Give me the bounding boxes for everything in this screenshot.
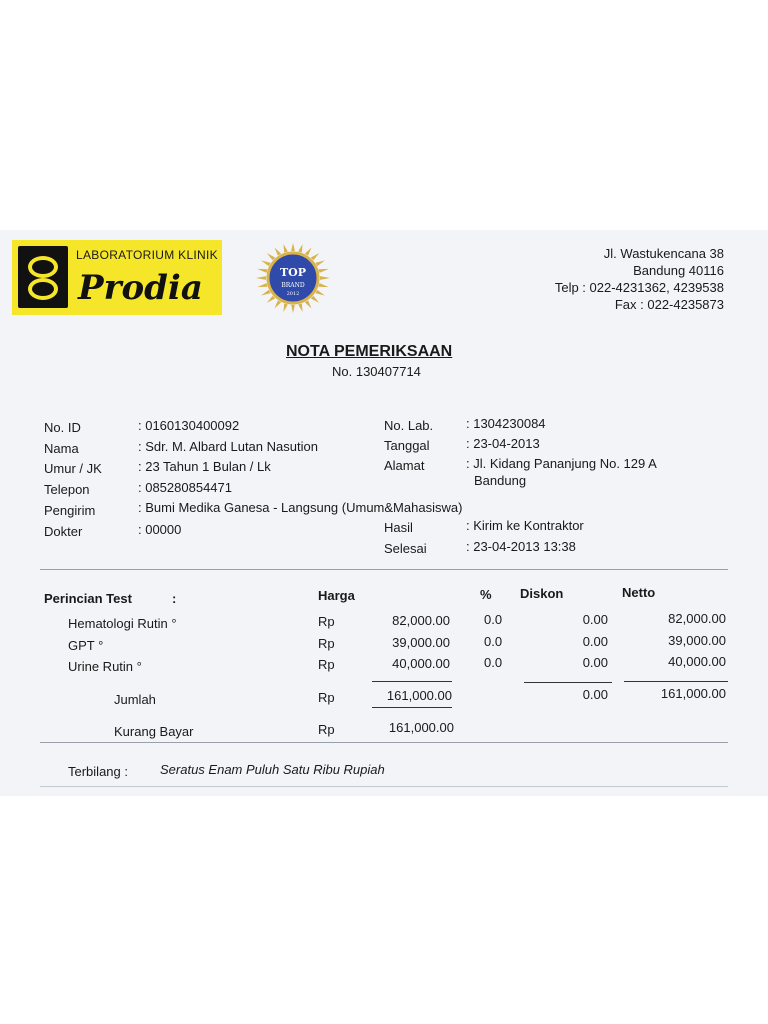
disc-subtotal-rule	[524, 682, 612, 683]
done-label: Selesai	[384, 541, 427, 556]
col-price-header: Harga	[318, 588, 355, 603]
price-subtotal-rule	[372, 681, 452, 682]
row-3-disc: 0.00	[582, 655, 608, 670]
row-2-pct: 0.0	[484, 634, 503, 649]
logo-mark-icon	[18, 246, 68, 308]
col-test-header: Perincian Test	[44, 591, 132, 606]
amount-due-label: Kurang Bayar	[114, 724, 194, 739]
row-3-pct: 0.0	[484, 655, 503, 670]
sender-label: Pengirim	[44, 503, 96, 518]
id-label: No. ID	[44, 420, 81, 435]
name-value: : Sdr. M. Albard Lutan Nasution	[138, 439, 318, 454]
col-pct-header: %	[480, 587, 492, 602]
lab-label: LABORATORIUM KLINIK	[76, 248, 218, 262]
name-label: Nama	[44, 441, 79, 456]
age-label: Umur / JK	[44, 461, 102, 476]
total-currency: Rp	[318, 690, 335, 705]
doctor-value: : 00000	[138, 522, 182, 537]
row-1-pct: 0.0	[484, 612, 503, 627]
row-3-net: 40,000.00	[668, 654, 726, 669]
row-3-currency: Rp	[318, 657, 335, 672]
bottom-rule	[40, 786, 728, 787]
svg-text:BRAND: BRAND	[281, 282, 305, 289]
lab-no-value: : 1304230084	[466, 416, 546, 431]
row-1-disc: 0.00	[582, 612, 608, 627]
date-label: Tanggal	[384, 438, 430, 453]
lab-no-label: No. Lab.	[384, 418, 434, 433]
row-3-test: Urine Rutin °	[68, 659, 142, 674]
total-disc: 0.00	[582, 687, 608, 702]
section-divider	[40, 569, 728, 570]
row-1-price: 82,000.00	[392, 613, 450, 628]
total-label: Jumlah	[114, 692, 156, 707]
id-value: : 0160130400092	[138, 418, 240, 433]
svg-text:2012: 2012	[286, 291, 300, 297]
result-value: : Kirim ke Kontraktor	[466, 518, 584, 533]
address-city: Bandung 40116	[633, 263, 724, 278]
prodia-logo	[12, 240, 222, 315]
total-rule	[372, 707, 452, 708]
doctor-label: Dokter	[44, 524, 83, 539]
sender-value: : Bumi Medika Ganesa - Langsung (Umum&Mahasiswa)	[138, 500, 463, 515]
amount-due-currency: Rp	[318, 722, 335, 737]
top-brand-badge-icon	[250, 240, 336, 316]
address-value-line2: Bandung	[474, 473, 527, 488]
row-1-net: 82,000.00	[668, 611, 726, 626]
col-disc-header: Diskon	[520, 586, 564, 601]
row-2-currency: Rp	[318, 636, 335, 651]
done-value: : 23-04-2013 13:38	[466, 539, 576, 554]
address-street: Jl. Wastukencana 38	[603, 246, 724, 261]
phone-label: Telepon	[44, 482, 90, 497]
address-label: Alamat	[384, 458, 425, 473]
total-net: 161,000.00	[660, 686, 726, 701]
col-net-header: Netto	[622, 585, 656, 600]
row-2-disc: 0.00	[582, 634, 608, 649]
spelled-value: Seratus Enam Puluh Satu Ribu Rupiah	[160, 762, 385, 777]
address-fax: Fax : 022-4235873	[614, 297, 724, 312]
lab-name: Prodia	[78, 268, 203, 308]
col-test-colon: :	[172, 591, 177, 606]
result-label: Hasil	[384, 520, 413, 535]
net-subtotal-rule	[624, 681, 728, 682]
address-value-line1: : Jl. Kidang Pananjung No. 129 A	[466, 456, 657, 471]
footer-divider	[40, 742, 728, 743]
svg-text:TOP: TOP	[279, 266, 307, 279]
row-2-price: 39,000.00	[392, 635, 450, 650]
phone-value: : 085280854471	[138, 480, 232, 495]
total-price: 161,000.00	[386, 688, 452, 703]
spelled-label: Terbilang :	[68, 764, 128, 779]
age-value: : 23 Tahun 1 Bulan / Lk	[138, 459, 271, 474]
row-2-test: GPT °	[68, 638, 104, 653]
row-2-net: 39,000.00	[668, 633, 726, 648]
row-1-test: Hematologi Rutin °	[68, 616, 177, 631]
row-3-price: 40,000.00	[392, 656, 450, 671]
document-number: No. 130407714	[332, 364, 421, 379]
document-title: NOTA PEMERIKSAAN	[286, 343, 453, 360]
row-1-currency: Rp	[318, 614, 335, 629]
amount-due-value: 161,000.00	[388, 720, 454, 735]
date-value: : 23-04-2013	[466, 436, 540, 451]
address-phone: Telp : 022-4231362, 4239538	[554, 280, 724, 295]
